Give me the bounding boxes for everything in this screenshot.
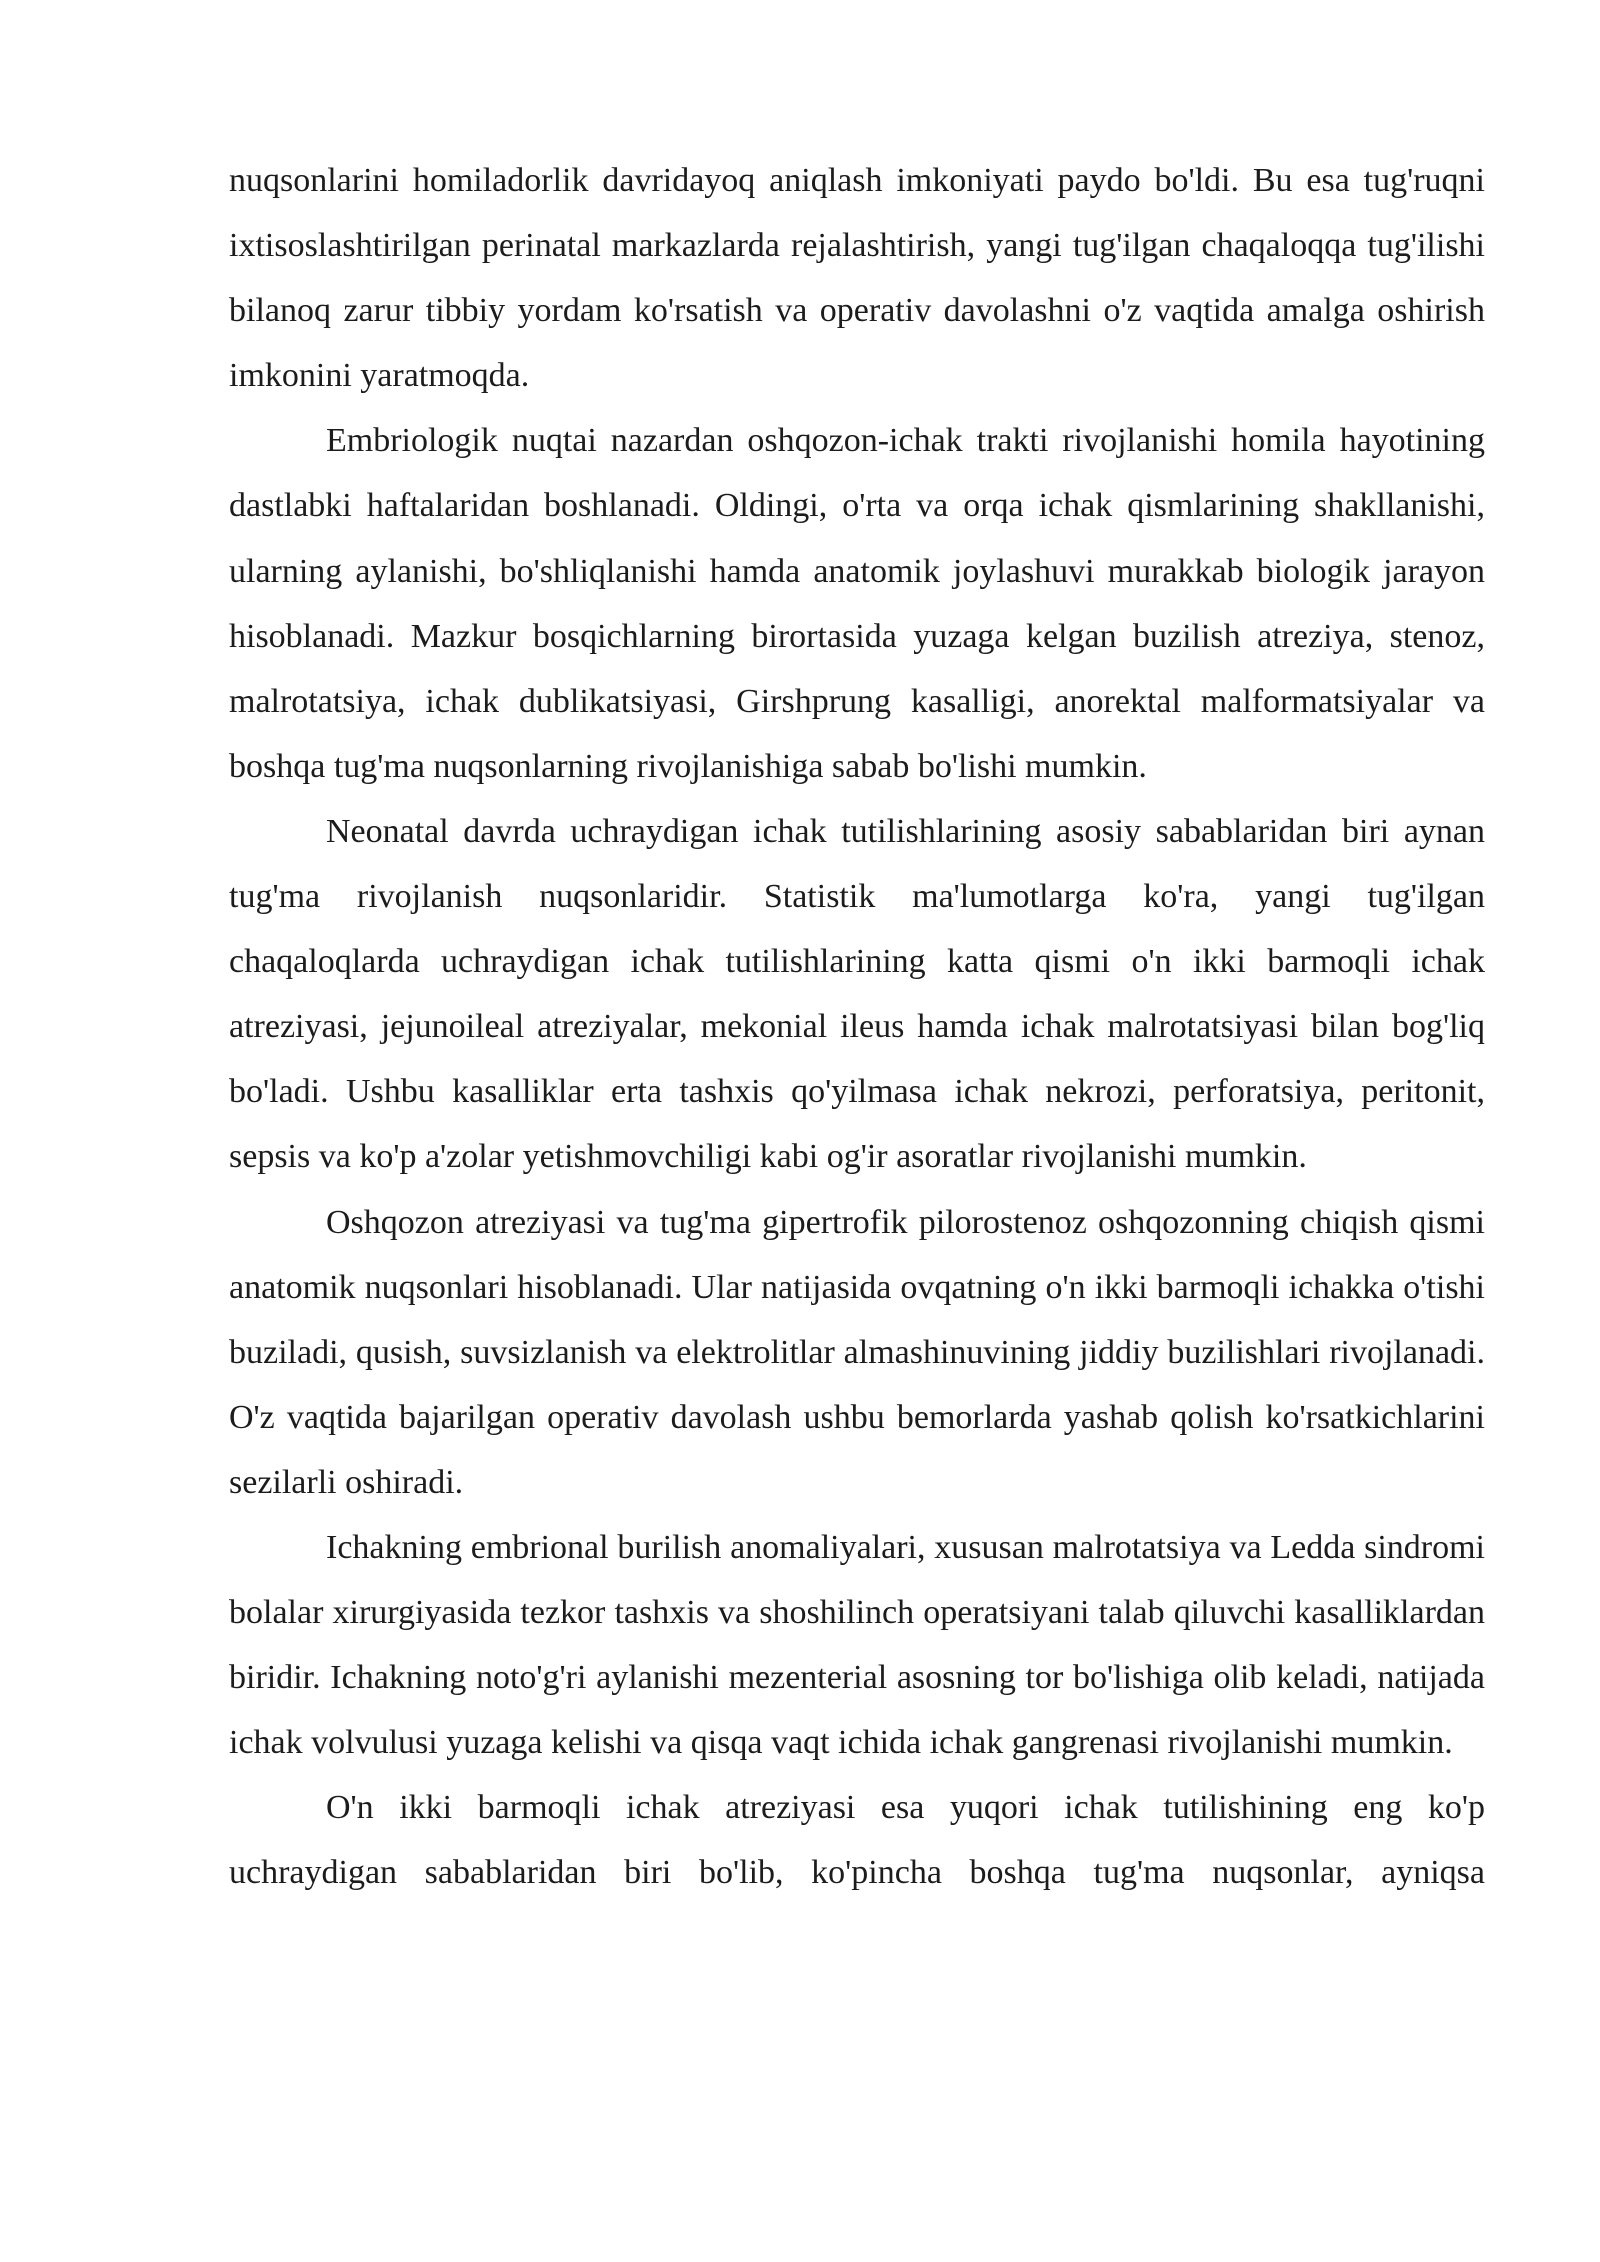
paragraph-continued: nuqsonlarini homiladorlik davridayoq aniqlash imkoniyati paydo bo'ldi. Bu esa tug'ruqni ixtisoslashtirilgan perinatal markazlarda rejalashtirish, yangi tug'ilgan chaqaloqqa tug'ilishi bilanoq zarur tibbiy yordam ko'rsatish va operativ davolashni o'z vaqtida amalga oshirish imkonini yaratmoqda. <box>229 162 1485 395</box>
paragraph-duodenal-atresia: O'n ikki barmoqli ichak atreziyasi esa yuqori ichak tutilishining eng ko'p uchraydigan sabablaridan biri bo'lib, ko'pincha boshqa tug'ma nuqsonlar, ayniqsa <box>229 1789 1485 1892</box>
paragraph-gastric-atresia: Oshqozon atreziyasi va tug'ma gipertrofik pilorostenoz oshqozonning chiqish qismi anatomik nuqsonlari hisoblanadi. Ular natijasida ovqatning o'n ikki barmoqli ichakka o'tishi buziladi, qusish, suvsizlanish va elektrolitlar almashinuvining jiddiy buzilishlari rivojlanadi. O'z vaqtida bajarilgan operativ davolash ushbu bemorlarda yashab qolish ko'rsatkichlarini sezilarli oshiradi. <box>229 1203 1485 1501</box>
body-text <box>229 148 1485 1906</box>
paragraph-neonatal-obstruction: Neonatal davrda uchraydigan ichak tutilishlarining asosiy sabablaridan biri aynan tug'ma rivojlanish nuqsonlaridir. Statistik ma'lumotlarga ko'ra, yangi tug'ilgan chaqaloqlarda uchraydigan ichak tutilishlarining katta qismi o'n ikki barmoqli ichak atreziyasi, jejunoileal atreziyalar, mekonial ileus hamda ichak malrotatsiyasi bilan bog'liq bo'ladi. Ushbu kasalliklar erta tashxis qo'yilmasa ichak nekrozi, perforatsiya, peritonit, sepsis va ko'p a'zolar yetishmovchiligi kabi og'ir asoratlar rivojlanishi mumkin. <box>229 812 1485 1176</box>
paragraph-malrotation: Ichakning embrional burilish anomaliyalari, xususan malrotatsiya va Ledda sindromi bolalar xirurgiyasida tezkor tashxis va shoshilinch operatsiyani talab qiluvchi kasalliklardan biridir. Ichakning noto'g'ri aylanishi mezenterial asosning tor bo'lishiga olib keladi, natijada ichak volvulusi yuzaga kelishi va qisqa vaqt ichida ichak gangrenasi rivojlanishi mumkin. <box>229 1528 1485 1762</box>
paragraph-embryology: Embriologik nuqtai nazardan oshqozon-ichak trakti rivojlanishi homila hayotining dastlabki haftalaridan boshlanadi. Oldingi, o'rta va orqa ichak qismlarining shakllanishi, ularning aylanishi, bo'shliqlanishi hamda anatomik joylashuvi murakkab biologik jarayon hisoblanadi. Mazkur bosqichlarning birortasida yuzaga kelgan buzilish atreziya, stenoz, malrotatsiya, ichak dublikatsiyasi, Girshprung kasalligi, anorektal malformatsiyalar va boshqa tug'ma nuqsonlarning rivojlanishiga sabab bo'lishi mumkin. <box>229 422 1485 785</box>
